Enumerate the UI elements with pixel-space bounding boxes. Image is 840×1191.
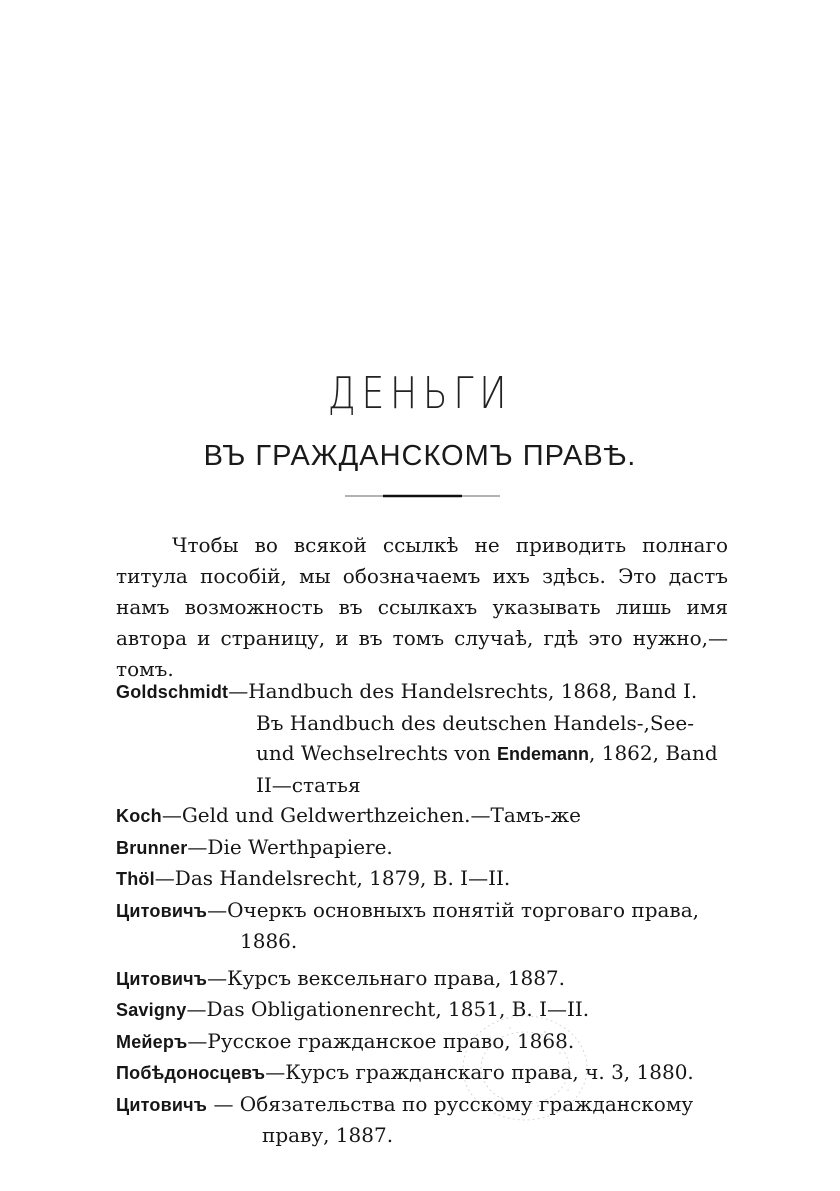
reference-item (116, 800, 736, 832)
reference-title: —Курсъ гражданскаго права, ч. 3, 1880. (265, 1060, 694, 1084)
reference-item (116, 1089, 736, 1151)
library-stamp-mark (450, 998, 600, 1138)
reference-title: —Geld und Geldwerthzeichen.—Тамъ-же (161, 803, 582, 827)
page-title: ДЕНЬГИ (327, 368, 513, 419)
reference-text: , 1862, Band (589, 741, 718, 765)
reference-title: —Das Obligationenrecht, 1851, B. I—II. (186, 997, 590, 1021)
reference-author: Thöl (116, 869, 155, 889)
reference-continuation: Въ Handbuch des deutschen Handels-,See- (256, 710, 694, 735)
reference-continuation: праву, 1887. (262, 1123, 394, 1147)
reference-item (116, 895, 736, 957)
reference-text: und Wechselrechts von (256, 741, 497, 765)
reference-item (116, 676, 736, 800)
reference-author: Цитовичъ (116, 900, 208, 921)
decorative-divider (345, 494, 500, 498)
reference-continuation (116, 738, 736, 770)
reference-author: Побѣдоносцевъ (116, 1063, 266, 1083)
reference-author: Koch (116, 806, 162, 826)
reference-title: —Русское гражданское право, 1868. (187, 1028, 575, 1053)
reference-title: — Обязательства по русскому гражданскому (207, 1091, 694, 1116)
references-list (116, 676, 736, 1151)
page-subtitle: ВЪ ГРАЖДАНСКОМЪ ПРАВѢ. (203, 440, 637, 472)
intro-paragraph: Чтобы во всякой ссылкѣ не приводить полнаго титула пособій, мы обозначаемъ ихъ здѣсь. Это дастъ намъ возможность въ ссылкахъ указывать лишь имя автора и страницу, и въ томъ случаѣ, гдѣ это нужно,—томъ. (116, 533, 728, 681)
reference-item (116, 963, 736, 995)
reference-title: —Курсъ вексельнаго права, 1887. (207, 965, 565, 990)
reference-item (116, 1057, 736, 1089)
reference-item (116, 863, 736, 895)
reference-author: Цитовичъ (116, 968, 208, 989)
reference-author: Мейеръ (116, 1031, 188, 1052)
reference-editor: Endemann (496, 744, 589, 764)
reference-title: —Das Handelsrecht, 1879, B. I—II. (154, 866, 511, 890)
reference-author: Цитовичъ (116, 1094, 208, 1115)
reference-author: Savigny (116, 1000, 187, 1020)
reference-title: —Очеркъ основныхъ понятій торговаго права, (207, 897, 699, 922)
reference-author: Brunner (116, 837, 188, 858)
reference-author: Goldschmidt (116, 682, 229, 702)
reference-title: —Handbuch des Handelsrechts, 1868, Band I. (228, 679, 698, 703)
reference-item (116, 994, 736, 1026)
reference-continuation: 1886. (240, 929, 298, 953)
reference-continuation: II—статья (256, 772, 361, 797)
reference-item (116, 1026, 736, 1058)
reference-item (116, 832, 736, 864)
reference-title: —Die Werthpapiere. (187, 834, 393, 859)
